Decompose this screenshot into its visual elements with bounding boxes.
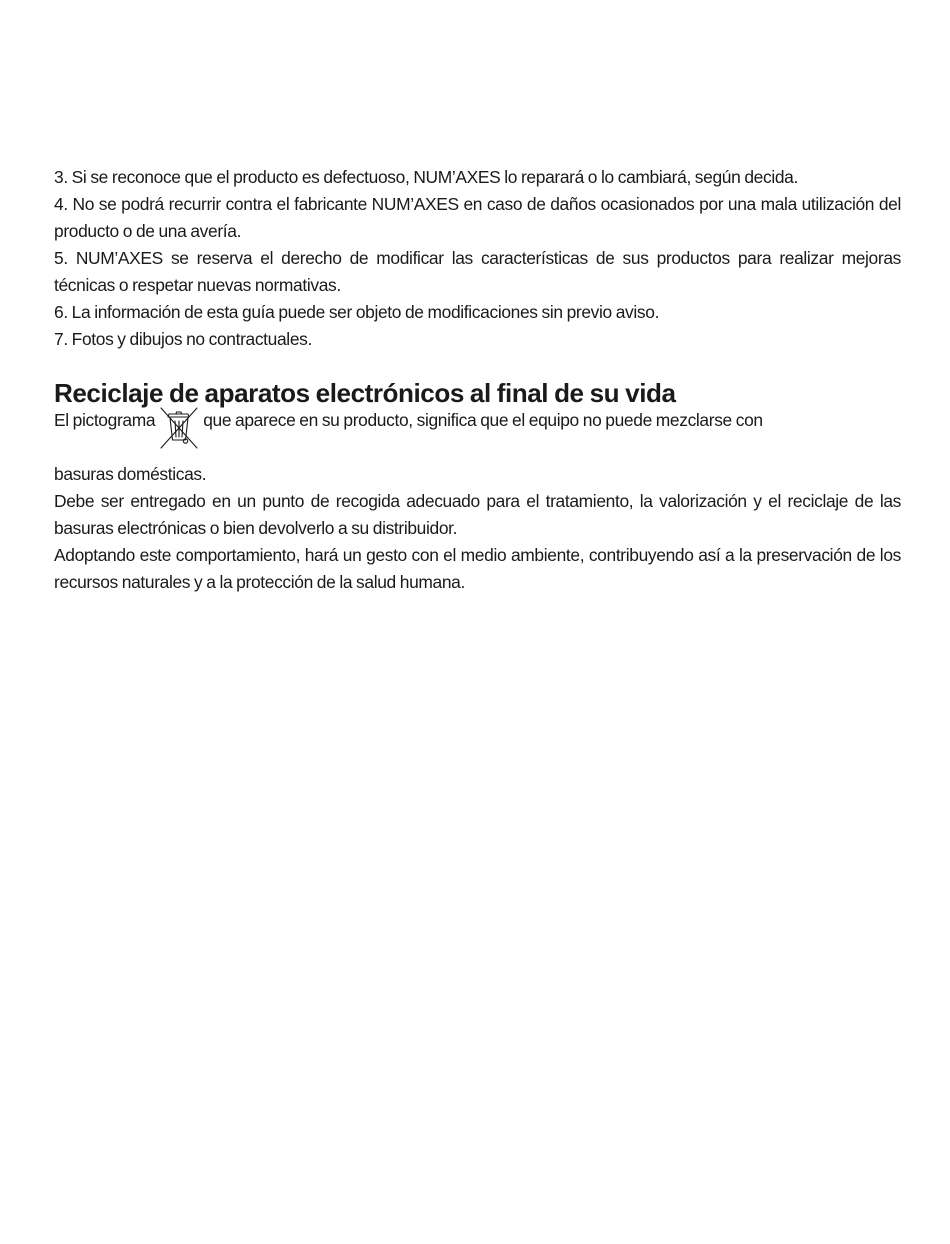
term-item-5: 5. NUM’AXES se reserva el derecho de modificar las características de sus productos para realizar mejoras técnicas o respetar nuevas normativas. — [54, 248, 901, 295]
term-item-3: 3. Si se reconoce que el producto es defectuoso, NUM’AXES lo reparará o lo cambiará, según decida. — [54, 167, 798, 187]
crossed-out-wheelie-bin-icon — [157, 405, 201, 451]
term-item-6: 6. La información de esta guía puede ser objeto de modificaciones sin previo aviso. — [54, 302, 660, 322]
term-item-7: 7. Fotos y dibujos no contractuales. — [54, 329, 312, 349]
pictogram-sentence — [54, 407, 901, 461]
recycling-heading: Reciclaje de aparatos electrónicos al final de su vida — [54, 378, 676, 408]
recycling-paragraph-1: Debe ser entregado en un punto de recogida adecuado para el tratamiento, la valorización y el reciclaje de las basuras electrónicas o bien devolverlo a su distribuidor. — [54, 491, 901, 538]
term-item-4: 4. No se podrá recurrir contra el fabricante NUM’AXES en caso de daños ocasionados por una mala utilización del producto o de una avería. — [54, 194, 901, 241]
section-spacer — [54, 353, 901, 380]
pictogram-text-after: que aparece en su producto, significa que el equipo no puede mezclarse con — [203, 410, 763, 430]
pictogram-text-before: El pictograma — [54, 410, 156, 430]
pictogram-continuation: basuras domésticas. — [54, 464, 207, 484]
document-page — [54, 164, 901, 596]
recycling-paragraph-2: Adoptando este comportamiento, hará un gesto con el medio ambiente, contribuyendo así a la preservación de los recursos naturales y a la protección de la salud humana. — [54, 545, 901, 592]
